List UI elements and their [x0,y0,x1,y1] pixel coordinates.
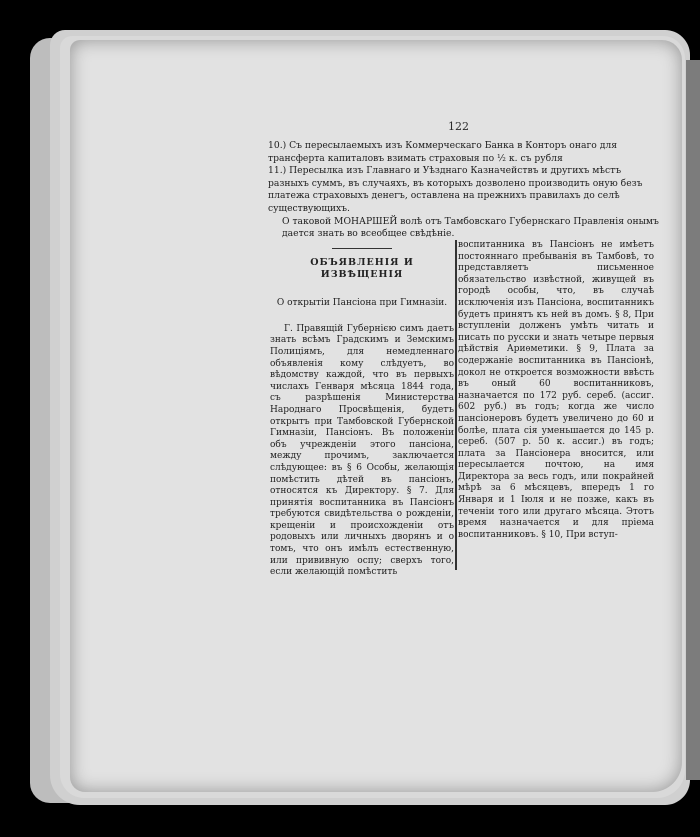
binding-strip [686,60,700,780]
paragraph-11: 11.) Пересылка изъ Главнаго и Уѣзднаго Казначействъ и другихъ мѣстъ разныхъ суммъ, въ случаяхъ, въ которыхъ дозволено производить оную безъ платежа страховыхъ денегъ, оставлена на прежнихъ правилахъ до селѣ существующихъ. [268,165,643,214]
notice-paragraph: О таковой МОНАРШЕЙ волѣ отъ Тамбовскаго Губернскаго Правленія онымъ дается знать во всеобщее свѣдѣніе. [282,215,659,240]
separator-rule [332,248,392,249]
column-divider [455,240,457,570]
article-body-right: воспитанника въ Пансіонъ не имѣетъ постояннаго пребыванія въ Тамбовѣ, то представляетъ письменное обязательство извѣстной, живущей въ городѣ особы, что, въ случаѣ исключенія изъ Пансіона, воспитанникъ будетъ принятъ къ ней въ домъ. § 8, При вступленіи долженъ умѣть читать и писать по русски и знать четыре первыя дѣйствія Ариѳметики. § 9, Плата за содержаніе воспитанника въ Пансіонѣ, докол не откроется возможности ввѣсть въ оный 60 воспитанниковъ, назначается по 172 руб. сереб. (ассиг. 602 руб.) въ годъ; когда же число пансіонеровъ будетъ увеличено до 60 и болѣе, плата сія уменьшается до 145 р. сереб. (507 р. 50 к. ассиг.) въ годъ; плата за Пансіонера вносится, или пересылается почтою, на имя Директора за весь годъ, или покрайней мѣрѣ за 6 мѣсяцевъ, впередъ 1 го Января и 1 Іюля и не позже, какъ въ теченіи того или другаго мѣсяца. Этотъ время назначается и для пріема воспитанниковъ. § 10, При вступ- [458,240,654,540]
right-column [458,240,654,541]
article-body-left: Г. Правящій Губернією симъ даетъ знать всѣмъ Градскимъ и Земскимъ Полиціямъ, для немедленнаго объявленія кому слѣдуетъ, во вѣдомству каждой, что въ первыхъ числахъ Генваря мѣсяца 1844 года, съ разрѣшенія Министерства Народнаго Просвѣщенія, будетъ открытъ при Тамбовской Губернской Гимназіи, Пансіонъ. Въ положеніи объ учрежденіи этого пансіона, между прочимъ, заключается слѣдующее: въ § 6 Особы, желающія помѣстить дѣтей въ пансіонъ, относятся къ Директору. § 7. Для принятія воспитанника въ Пансіонъ требуются свидѣтельства о рожденіи, крещеніи и происхожденіи отъ родовыхъ или личныхъ дворянъ и о томъ, что онъ имѣлъ естественную, или прививную оспу; сверхъ того, если желающій помѣстить [270,323,454,578]
paragraph-10: 10.) Съ пересылаемыхъ изъ Коммерческаго Банка в Конторъ онаго для трансферта капиталовъ взимать страховыя по ½ к. съ рубля [268,140,617,164]
page-number: 122 [448,120,469,133]
article-title: О открытіи Пансіона при Гимназіи. [276,298,448,309]
section-heading: ОБЪЯВЛЕНІЯ И ИЗВѢЩЕНІЯ [310,257,414,280]
top-text-block [268,140,660,241]
left-column [270,240,454,579]
